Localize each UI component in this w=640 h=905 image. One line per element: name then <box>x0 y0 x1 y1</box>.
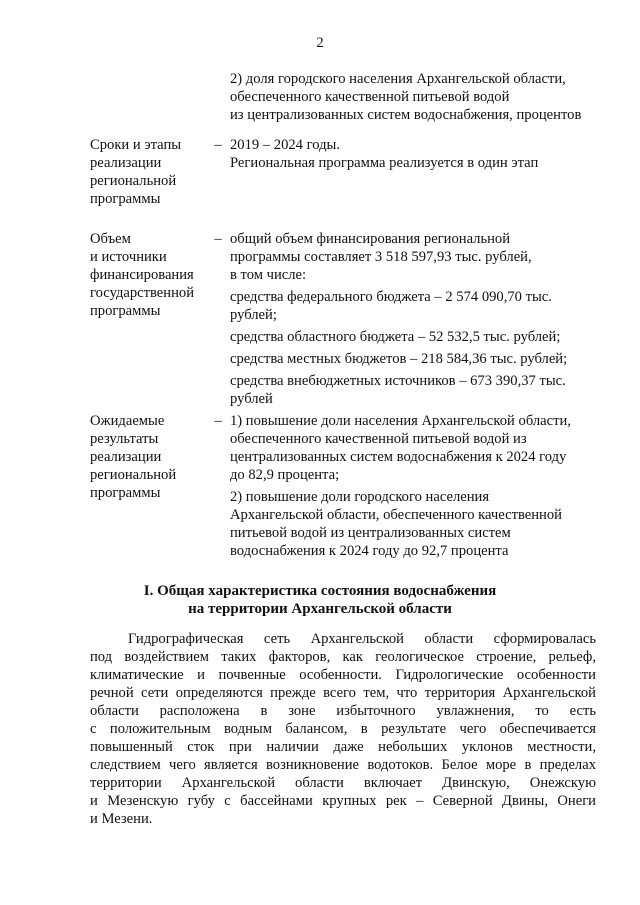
body-paragraph <box>90 630 596 828</box>
label-line: реализации <box>90 449 162 465</box>
text-line: из централизованных систем водоснабжения, процентов <box>230 107 582 123</box>
label-line: государственной <box>90 285 195 301</box>
paragraph-line: Гидрографическая сеть Архангельской области сформировалась <box>128 631 596 647</box>
row-dash: – <box>214 413 222 429</box>
label-line: реализации <box>90 155 162 171</box>
text-line: обеспеченного качественной питьевой водой <box>230 89 510 105</box>
paragraph-line: речной сети определяются прежде всего тем, что территория Архангельской <box>90 685 596 701</box>
label-line: Сроки и этапы <box>90 137 182 153</box>
label-line: Объем <box>90 231 131 247</box>
heading-line: на территории Архангельской области <box>188 601 452 617</box>
label-line: региональной <box>90 467 177 483</box>
value-line: рублей; <box>230 307 277 323</box>
value-line: 2) повышение доли городского населения <box>230 489 490 505</box>
page-number: 2 <box>316 35 324 51</box>
paragraph-line: под воздействием таких факторов, как геологическое строение, рельеф, <box>90 649 596 665</box>
value-line: общий объем финансирования региональной <box>230 231 511 247</box>
row-value <box>230 230 602 408</box>
row-dash: – <box>214 231 222 247</box>
paragraph-line: климатические и почвенные особенности. Гидрологические особенности <box>90 667 596 683</box>
label-line: результаты <box>90 431 159 447</box>
value-line: средства внебюджетных источников – 673 390,37 тыс. <box>230 373 566 389</box>
value-line: программы составляет 3 518 597,93 тыс. рублей, <box>230 249 532 265</box>
heading-line: I. Общая характеристика состояния водоснабжения <box>143 583 497 599</box>
value-line: питьевой водой из централизованных систем <box>230 525 511 541</box>
label-line: финансирования <box>90 267 194 283</box>
section-heading <box>60 582 580 618</box>
row-value <box>230 412 602 560</box>
row-dash: – <box>214 137 222 153</box>
target-indicator-continuation <box>230 70 602 124</box>
label-line: региональной <box>90 173 177 189</box>
row-label <box>90 136 210 208</box>
value-line: до 82,9 процента; <box>230 467 340 483</box>
row-label <box>90 412 210 502</box>
label-line: программы <box>90 303 161 319</box>
label-line: программы <box>90 191 161 207</box>
value-line: 1) повышение доли населения Архангельской области, <box>230 413 571 429</box>
value-line: обеспеченного качественной питьевой водой из <box>230 431 527 447</box>
value-line: водоснабжения к 2024 году до 92,7 процента <box>230 543 509 559</box>
value-line: средства местных бюджетов – 218 584,36 тыс. рублей; <box>230 351 568 367</box>
paragraph-line: с положительным водным балансом, в результате чего обеспечивается <box>90 721 596 737</box>
value-line: централизованных систем водоснабжения к 2024 году <box>230 449 567 465</box>
label-line: Ожидаемые <box>90 413 165 429</box>
value-line: Архангельской области, обеспеченного качественной <box>230 507 562 523</box>
row-value <box>230 136 602 172</box>
paragraph-line: следствием чего является возникновение водотоков. Белое море в пределах <box>90 757 596 773</box>
text-line: 2) доля городского населения Архангельской области, <box>230 71 566 87</box>
label-line: и источники <box>90 249 167 265</box>
paragraph-line: территории Архангельской области включает Двинскую, Онежскую <box>90 775 596 791</box>
value-line: Региональная программа реализуется в один этап <box>230 155 539 171</box>
value-line: в том числе: <box>230 267 307 283</box>
paragraph-line: области расположена в зоне избыточного увлажнения, то есть <box>90 703 596 719</box>
value-line: рублей <box>230 391 273 407</box>
label-line: программы <box>90 485 161 501</box>
paragraph-line: повышенный сток при наличии даже небольших уклонов местности, <box>90 739 596 755</box>
value-line: средства федерального бюджета – 2 574 090,70 тыс. <box>230 289 552 305</box>
value-line: средства областного бюджета – 52 532,5 тыс. рублей; <box>230 329 561 345</box>
paragraph-line: и Мезени. <box>90 811 153 827</box>
value-line: 2019 – 2024 годы. <box>230 137 340 153</box>
row-label <box>90 230 210 320</box>
paragraph-line: и Мезенскую губу с бассейнами крупных рек – Северной Двины, Онеги <box>90 793 596 809</box>
